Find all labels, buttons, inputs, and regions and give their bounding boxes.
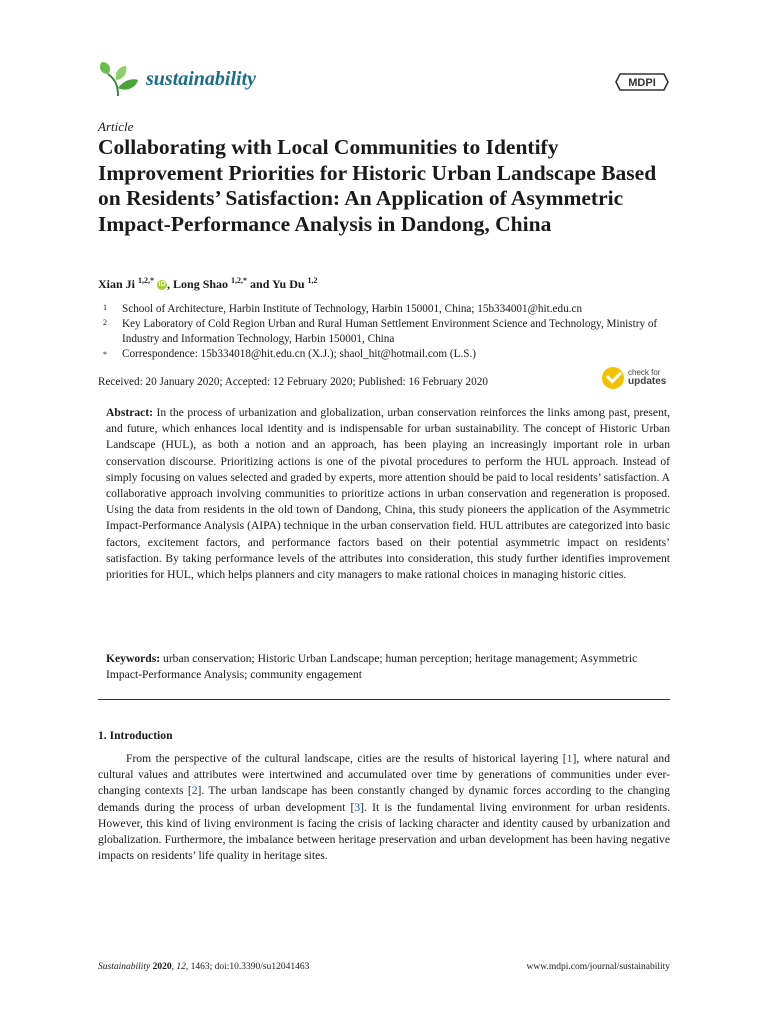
- citation-link[interactable]: 2: [191, 784, 198, 798]
- affiliation-item: [98, 347, 670, 362]
- affiliation-text: School of Architecture, Harbin Institute of Technology, Harbin 150001, China; 15b334001@hit.edu.cn: [122, 303, 583, 315]
- article-type: Article: [98, 119, 134, 134]
- section-heading: 1. Introduction: [98, 729, 173, 742]
- author-name[interactable]: Yu Du: [271, 277, 305, 291]
- affiliation-mark: 2: [103, 318, 107, 327]
- citation-link[interactable]: 3: [354, 800, 361, 814]
- abstract: [106, 405, 670, 583]
- affiliation-item: [98, 317, 670, 347]
- footer-citation: Sustainability 2020, 12, 1463; doi:10.3390/su12041463: [98, 962, 310, 972]
- intro-text: ], where natural and cultural values and attributes were intertwined and accumulated over time by generations of communities under ever-changing contexts [: [98, 752, 670, 798]
- footer-volume: 12: [176, 962, 186, 972]
- affiliation-text: Key Laboratory of Cold Region Urban and Rural Human Settlement Environment Science and Technology, Ministry of Industry and Information Technology, Harbin 150001, China: [122, 318, 658, 345]
- intro-text: From the perspective of the cultural landscape, cities are the results of historical layering [: [126, 752, 567, 765]
- abstract-label: Abstract:: [106, 406, 154, 419]
- intro-text: ]. The urban landscape has been constantly changed by dynamic forces according to the changing demands during the process of urban development [: [98, 784, 670, 814]
- author-affil-marker: 1,2,*: [231, 276, 248, 285]
- section-divider: [98, 699, 670, 700]
- footer-journal: Sustainability: [98, 962, 151, 972]
- author-separator: and: [247, 277, 272, 291]
- affiliation-mark: *: [103, 350, 107, 359]
- author-affil-marker: 1,2: [307, 276, 318, 285]
- check-icon: [602, 367, 624, 389]
- author-affil-marker: 1,2,*: [138, 276, 155, 285]
- citation-link[interactable]: 1: [566, 752, 573, 765]
- author-name[interactable]: Xian Ji: [98, 277, 136, 291]
- author-list: [98, 276, 318, 292]
- keywords: [106, 651, 670, 683]
- affiliation-item: [98, 302, 670, 317]
- footer-url[interactable]: www.mdpi.com/journal/sustainability: [526, 962, 670, 972]
- journal-name: sustainability: [146, 68, 257, 90]
- mdpi-logo-icon: [614, 70, 670, 94]
- author-name[interactable]: Long Shao: [173, 277, 229, 291]
- intro-paragraph: [98, 751, 670, 864]
- keywords-label: Keywords:: [106, 652, 161, 665]
- publisher-label: MDPI: [628, 77, 656, 89]
- affiliation-text: Correspondence: 15b334018@hit.edu.cn (X.J.); shaol_hit@hotmail.com (L.S.): [122, 348, 476, 360]
- footer-year: 2020: [152, 962, 172, 972]
- sustainability-logo-icon: [98, 58, 140, 100]
- publication-dates: Received: 20 January 2020; Accepted: 12 February 2020; Published: 16 February 2020: [98, 376, 488, 388]
- author-separator: ,: [167, 277, 174, 291]
- intro-text: ]. It is the fundamental living environment for urban residents. However, this kind of living environment is facing the crisis of lacking character and identity caused by urbanization and globalization. Furthermore, the imbalance between heritage preservation and urban development has been having negative impacts on residents’ life quality in heritage sites.: [98, 800, 670, 863]
- check-for-updates-button[interactable]: [602, 367, 672, 391]
- paper-title: Collaborating with Local Communities to Identify Improvement Priorities for Historic Urban Landscape Based on Residents’ Satisfaction: An Application of Asymmetric Impact-Performance Analysis in Dandong, China: [98, 135, 657, 236]
- affiliation-mark: 1: [103, 303, 107, 312]
- check-label-line1: check for: [628, 368, 661, 377]
- check-label-line2: updates: [628, 376, 667, 387]
- abstract-text: In the process of urbanization and globalization, urban conservation reinforces the links among past, present, and future, which enhances local identity and is indispensable for urban sustainability. The concept of Historic Urban Landscape (HUL), as both a notion and an approach, has been playing an increasingly important role in urban conservation discourse. Prioritizing actions is one of the pivotal procedures to perform the HUL approach. Instead of simply focusing on values selected and graded by experts, more attention should be paid to local residents’ satisfaction. A collaborative approach involving communities to prioritize actions in urban conservation and regeneration is proposed. Using the data from residents in the old town of Dandong, China, this study pioneers the application of the Asymmetric Impact-Performance Analysis (AIPA) technique in the urban conservation field. HUL attributes are categorized into basic factors, excitement factors, and performance factors based on their potential asymmetric impact on residents’ satisfaction. By taking performance levels of the attributes into consideration, this study further identifies improvement priorities for HUL, which helps planners and city managers to make rational choices in managing historic cities.: [106, 406, 670, 582]
- orcid-icon[interactable]: iD: [158, 281, 166, 289]
- keywords-text: urban conservation; Historic Urban Landscape; human perception; heritage management; Asymmetric Impact-Performance Analysis; community engagement: [106, 652, 638, 682]
- footer-doi: , 1463; doi:10.3390/su12041463: [185, 962, 310, 972]
